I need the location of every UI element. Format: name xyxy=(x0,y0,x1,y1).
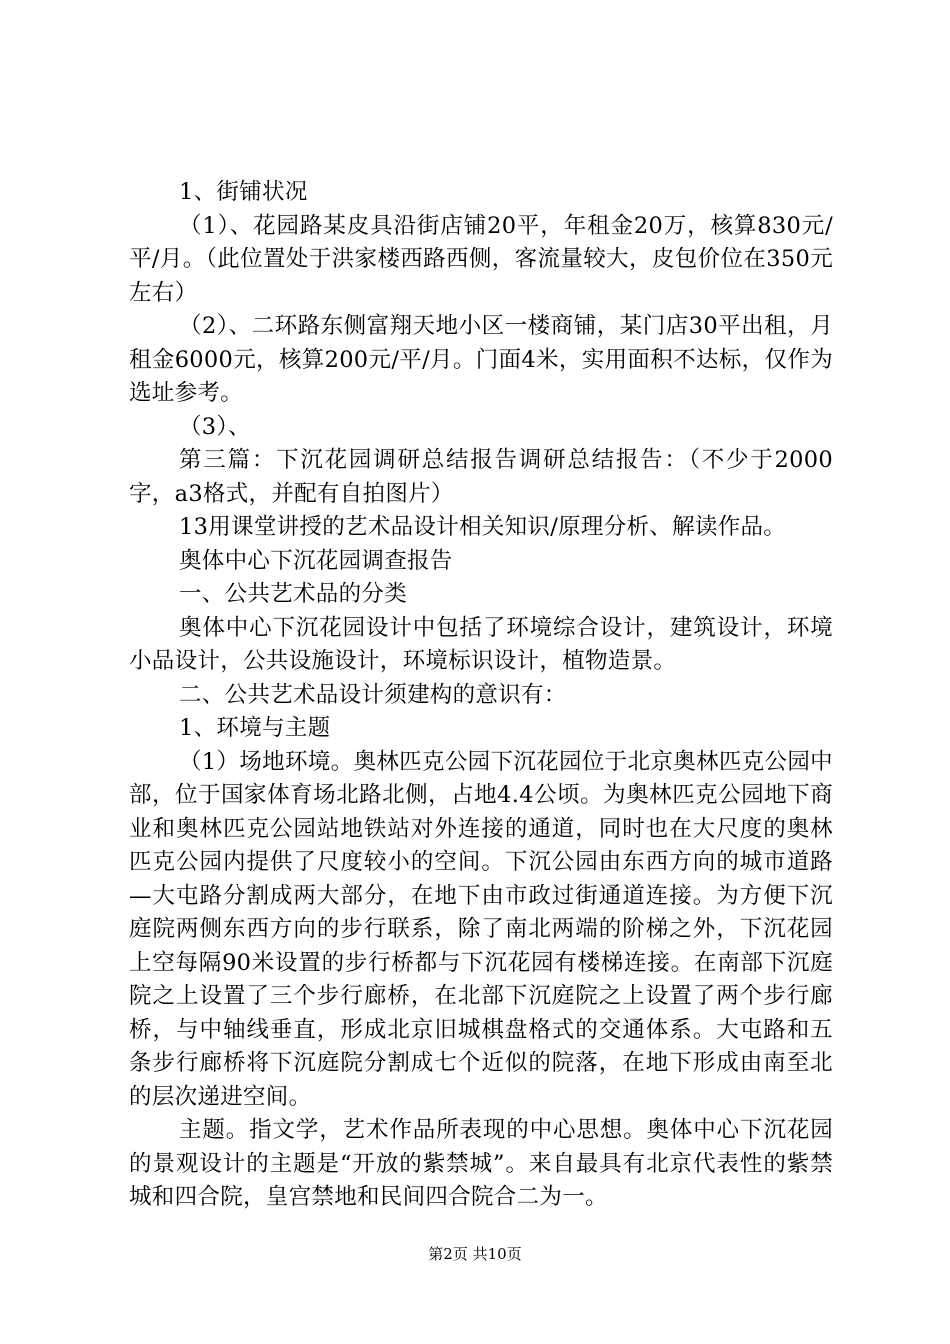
paragraph-requirement: 13用课堂讲授的艺术品设计相关知识/原理分析、解读作品。 xyxy=(179,514,787,540)
paragraph-item-3: （3）、 xyxy=(179,413,251,440)
paragraph-item-1: （1）、花园路某皮具沿街店铺20平，年租金20万，核算830元/平/月。（此位置处于洪家楼西路西侧，客流量较大，皮包价位在350元左右） xyxy=(129,212,833,306)
page-footer: 第2页 共10页 xyxy=(428,1245,522,1263)
paragraph-item-2: （2）、二环路东侧富翔天地小区一楼商铺，某门店30平出租，月租金6000元，核算200元/平/月。门面4米，实用面积不达标，仅作为选址参考。 xyxy=(129,313,833,406)
paragraph-section-one: 一、公共艺术品的分类 xyxy=(179,581,408,607)
paragraph-env-theme-heading: 1、环境与主题 xyxy=(179,715,331,741)
paragraph-site-environment: （1）场地环境。奥林匹克公园下沉花园位于北京奥林匹克公园中部，位于国家体育场北路北侧，占地4.4公顷。为奥林匹克公园地下商业和奥林匹克公园站地铁站对外连接的通道，同时也在大尺度的奥林匹克公园内提供了尺度较小的空间。下沉公园由东西方向的城市道路—大屯路分割成两大部分，在地下由市政过街通道连接。为方便下沉庭院两侧东西方向的步行联系，除了南北两端的阶梯之外，下沉花园上空每隔90米设置的步行桥都与下沉花园有楼梯连接。在南部下沉庭院之上设置了三个步行廊桥，在北部下沉庭院之上设置了两个步行廊桥，与中轴线垂直，形成北京旧城棋盘格式的交通体系。大屯路和五条步行廊桥将下沉庭院分割成七个近似的院落，在地下形成由南至北的层次递进空间。 xyxy=(129,748,833,1110)
paragraph-section-two: 二、公共艺术品设计须建构的意识有： xyxy=(179,681,567,708)
paragraph-design-scope: 奥体中心下沉花园设计中包括了环境综合设计，建筑设计，环境小品设计，公共设施设计，环境标识设计，植物造景。 xyxy=(129,614,833,674)
paragraph-chapter-three: 第三篇：下沉花园调研总结报告调研总结报告：（不少于2000字，a3格式，并配有自拍图片） xyxy=(129,447,833,507)
document-body xyxy=(129,176,833,1215)
paragraph-report-title: 奥体中心下沉花园调查报告 xyxy=(179,547,453,574)
paragraph-heading-street-shops: 1、街铺状况 xyxy=(179,179,308,205)
paragraph-theme: 主题。指文学，艺术作品所表现的中心思想。奥体中心下沉花园的景观设计的主题是“开放的紫禁城”。来自最具有北京代表性的紫禁城和四合院，皇宫禁地和民间四合院合二为一。 xyxy=(129,1117,833,1210)
